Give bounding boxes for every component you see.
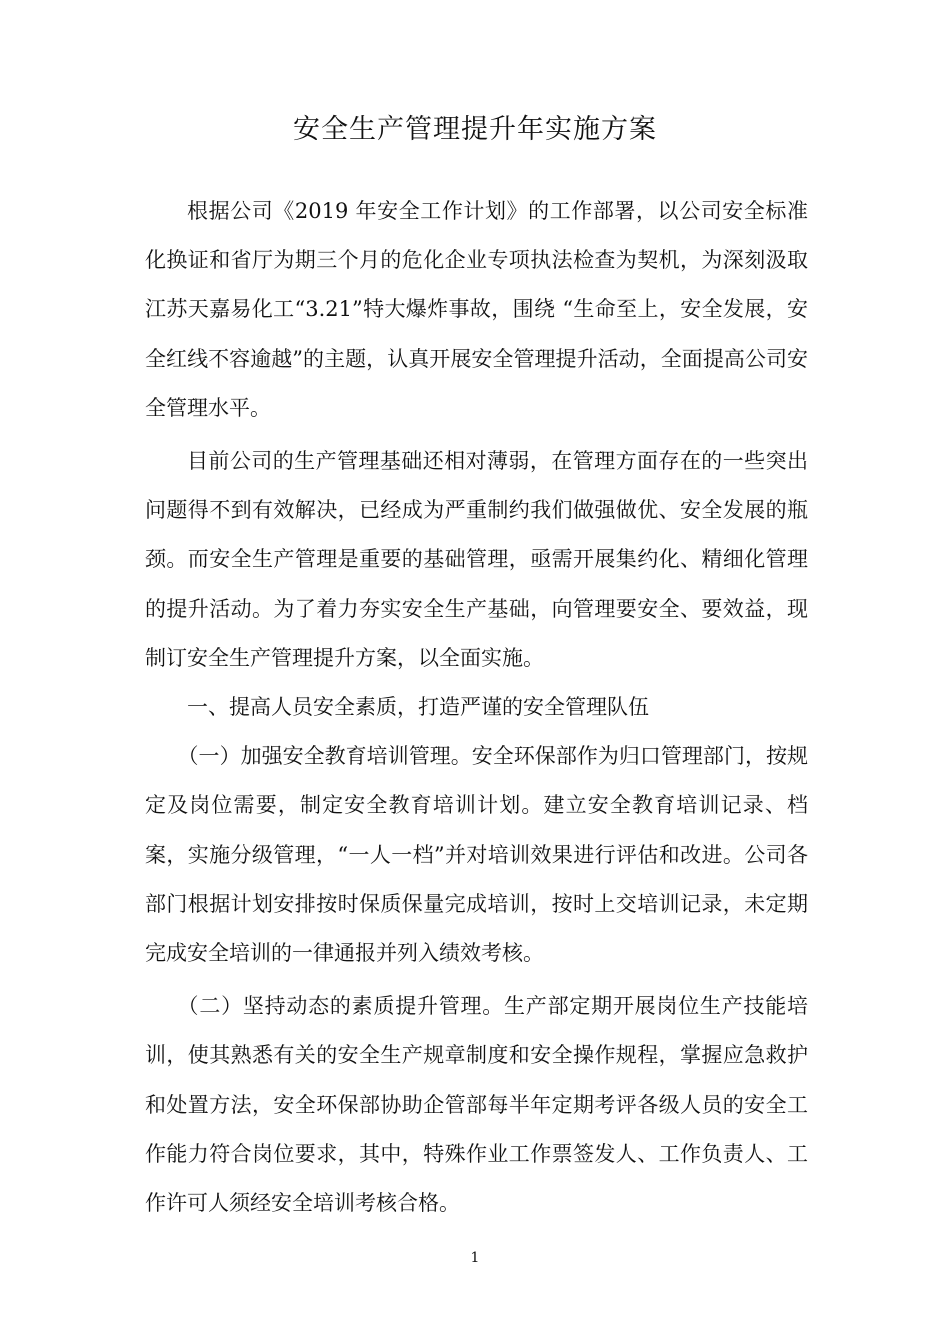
document-title: 安全生产管理提升年实施方案 [293, 114, 657, 145]
section-heading-1: 一、提高人员安全素质，打造严谨的安全管理队伍 [187, 695, 649, 720]
paragraph-intro: 根据公司《2019 年安全工作计划》的工作部署，以公司安全标准化换证和省厅为期三个月的危化企业专项执法检查为契机，为深刻汲取江苏天嘉易化工“3.21”特大爆炸事故，围绕 “生命至上，安全发展，安全红线不容逾越”的主题，认真开展安全管理提升活动，全面提高公司安全管理水平。 [145, 199, 808, 420]
subsection-1: （一）加强安全教育培训管理。安全环保部作为归口管理部门，按规定及岗位需要，制定安全教育培训计划。建立安全教育培训记录、档案，实施分级管理，“一人一档”并对培训效果进行评估和改进。公司各部门根据计划安排按时保质保量完成培训，按时上交培训记录，未定期完成安全培训的一律通报并列入绩效考核。 [145, 744, 808, 966]
page-number: 1 [470, 1250, 480, 1266]
subsection-2: （二）坚持动态的素质提升管理。生产部定期开展岗位生产技能培训，使其熟悉有关的安全生产规章制度和安全操作规程，掌握应急救护和处置方法，安全环保部协助企管部每半年定期考评各级人员的安全工作能力符合岗位要求，其中，特殊作业工作票签发人、工作负责人、工作许可人须经安全培训考核合格。 [145, 994, 808, 1216]
paragraph-background: 目前公司的生产管理基础还相对薄弱，在管理方面存在的一些突出问题得不到有效解决，已经成为严重制约我们做强做优、安全发展的瓶颈。而安全生产管理是重要的基础管理，亟需开展集约化、精细化管理的提升活动。为了着力夯实安全生产基础，向管理要安全、要效益，现制订安全生产管理提升方案，以全面实施。 [145, 449, 808, 670]
document-body [145, 187, 808, 1228]
